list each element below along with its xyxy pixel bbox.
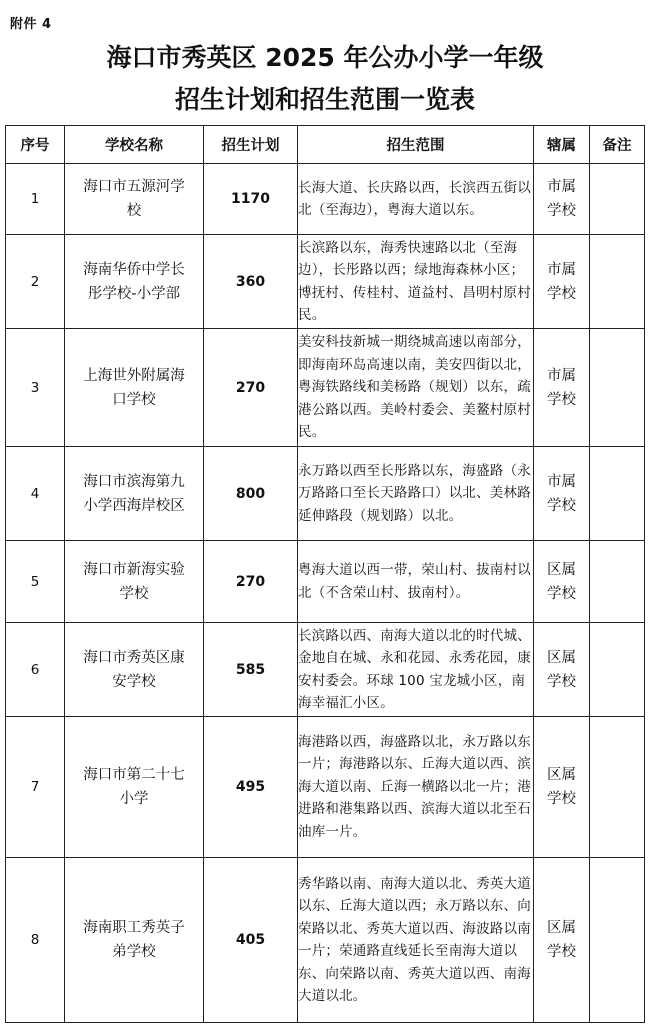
- affiliation: 市属 学校: [534, 164, 590, 235]
- school-name: 海南华侨中学长 彤学校-小学部: [65, 235, 204, 329]
- table-row: [6, 858, 645, 1023]
- row-index: 7: [6, 717, 65, 858]
- note: [590, 858, 645, 1023]
- affiliation: 区属 学校: [534, 541, 590, 623]
- enrollment-plan: 270: [204, 541, 298, 623]
- affiliation: 区属 学校: [534, 858, 590, 1023]
- enrollment-plan: 405: [204, 858, 298, 1023]
- enrollment-plan: 1170: [204, 164, 298, 235]
- enrollment-plan: 270: [204, 329, 298, 447]
- affiliation: 市属 学校: [534, 235, 590, 329]
- affiliation: 区属 学校: [534, 623, 590, 717]
- enrollment-range: 秀华路以南、南海大道以北、秀英大道以东、丘海大道以西；永万路以东、向荣路以北、秀英大道以西、海波路以南一片；荣通路直线延长至南海大道以东、向荣路以南、秀英大道以西、南海大道以北。: [298, 858, 534, 1023]
- note: [590, 329, 645, 447]
- row-index: 2: [6, 235, 65, 329]
- table-row: [6, 541, 645, 623]
- school-name: 海口市五源河学 校: [65, 164, 204, 235]
- enrollment-range: 美安科技新城一期绕城高速以南部分，即海南环岛高速以南，美安四街以北，粤海铁路线和美杨路（规划）以东，疏港公路以西。美岭村委会、美鳌村原村民。: [298, 329, 534, 447]
- table-row: [6, 447, 645, 541]
- enrollment-range: 永万路以西至长彤路以东，海盛路（永万路路口至长天路路口）以北、美林路延伸路段（规划路）以北。: [298, 447, 534, 541]
- school-name: 上海世外附属海 口学校: [65, 329, 204, 447]
- table-row: [6, 329, 645, 447]
- enrollment-range: 长滨路以西、南海大道以北的时代城、金地自在城、永和花园、永秀花园，康安村委会。环球 100 宝龙城小区，南海幸福汇小区。: [298, 623, 534, 717]
- column-header-plan: 招生计划: [204, 126, 298, 164]
- enrollment-range: 长滨路以东，海秀快速路以北（至海边），长彤路以西；绿地海森林小区；博抚村、传桂村、道益村、昌明村原村民。: [298, 235, 534, 329]
- row-index: 5: [6, 541, 65, 623]
- row-index: 3: [6, 329, 65, 447]
- page-title-line-1: 海口市秀英区 2025 年公办小学一年级: [106, 43, 544, 72]
- attachment-label: 附件 4: [10, 17, 52, 32]
- page-title-line-2: 招生计划和招生范围一览表: [174, 85, 475, 114]
- column-header-note: 备注: [590, 126, 645, 164]
- note: [590, 447, 645, 541]
- enrollment-plan: 495: [204, 717, 298, 858]
- row-index: 4: [6, 447, 65, 541]
- table-row: [6, 235, 645, 329]
- note: [590, 623, 645, 717]
- table-row: [6, 623, 645, 717]
- enrollment-plan: 360: [204, 235, 298, 329]
- column-header-school: 学校名称: [65, 126, 204, 164]
- enrollment-plan: 585: [204, 623, 298, 717]
- school-name: 海口市滨海第九 小学西海岸校区: [65, 447, 204, 541]
- enrollment-plan: 800: [204, 447, 298, 541]
- table-header-row: [6, 126, 645, 164]
- table-row: [6, 717, 645, 858]
- note: [590, 235, 645, 329]
- school-name: 海口市秀英区康 安学校: [65, 623, 204, 717]
- column-header-affiliation: 辖属: [534, 126, 590, 164]
- school-name: 海口市第二十七 小学: [65, 717, 204, 858]
- affiliation: 市属 学校: [534, 329, 590, 447]
- table-row: [6, 164, 645, 235]
- school-name: 海南职工秀英子 弟学校: [65, 858, 204, 1023]
- note: [590, 717, 645, 858]
- enrollment-table: [5, 125, 645, 1023]
- column-header-index: 序号: [6, 126, 65, 164]
- affiliation: 区属 学校: [534, 717, 590, 858]
- enrollment-range: 长海大道、长庆路以西，长滨西五街以北（至海边），粤海大道以东。: [298, 164, 534, 235]
- note: [590, 164, 645, 235]
- enrollment-range: 粤海大道以西一带，荣山村、拔南村以北（不含荣山村、拔南村）。: [298, 541, 534, 623]
- enrollment-range: 海港路以西，海盛路以北，永万路以东一片；海港路以东、丘海大道以西、滨海大道以南、丘海一横路以北一片；港进路和港集路以西、滨海大道以北至石油库一片。: [298, 717, 534, 858]
- column-header-range: 招生范围: [298, 126, 534, 164]
- row-index: 6: [6, 623, 65, 717]
- row-index: 1: [6, 164, 65, 235]
- affiliation: 市属 学校: [534, 447, 590, 541]
- row-index: 8: [6, 858, 65, 1023]
- school-name: 海口市新海实验 学校: [65, 541, 204, 623]
- note: [590, 541, 645, 623]
